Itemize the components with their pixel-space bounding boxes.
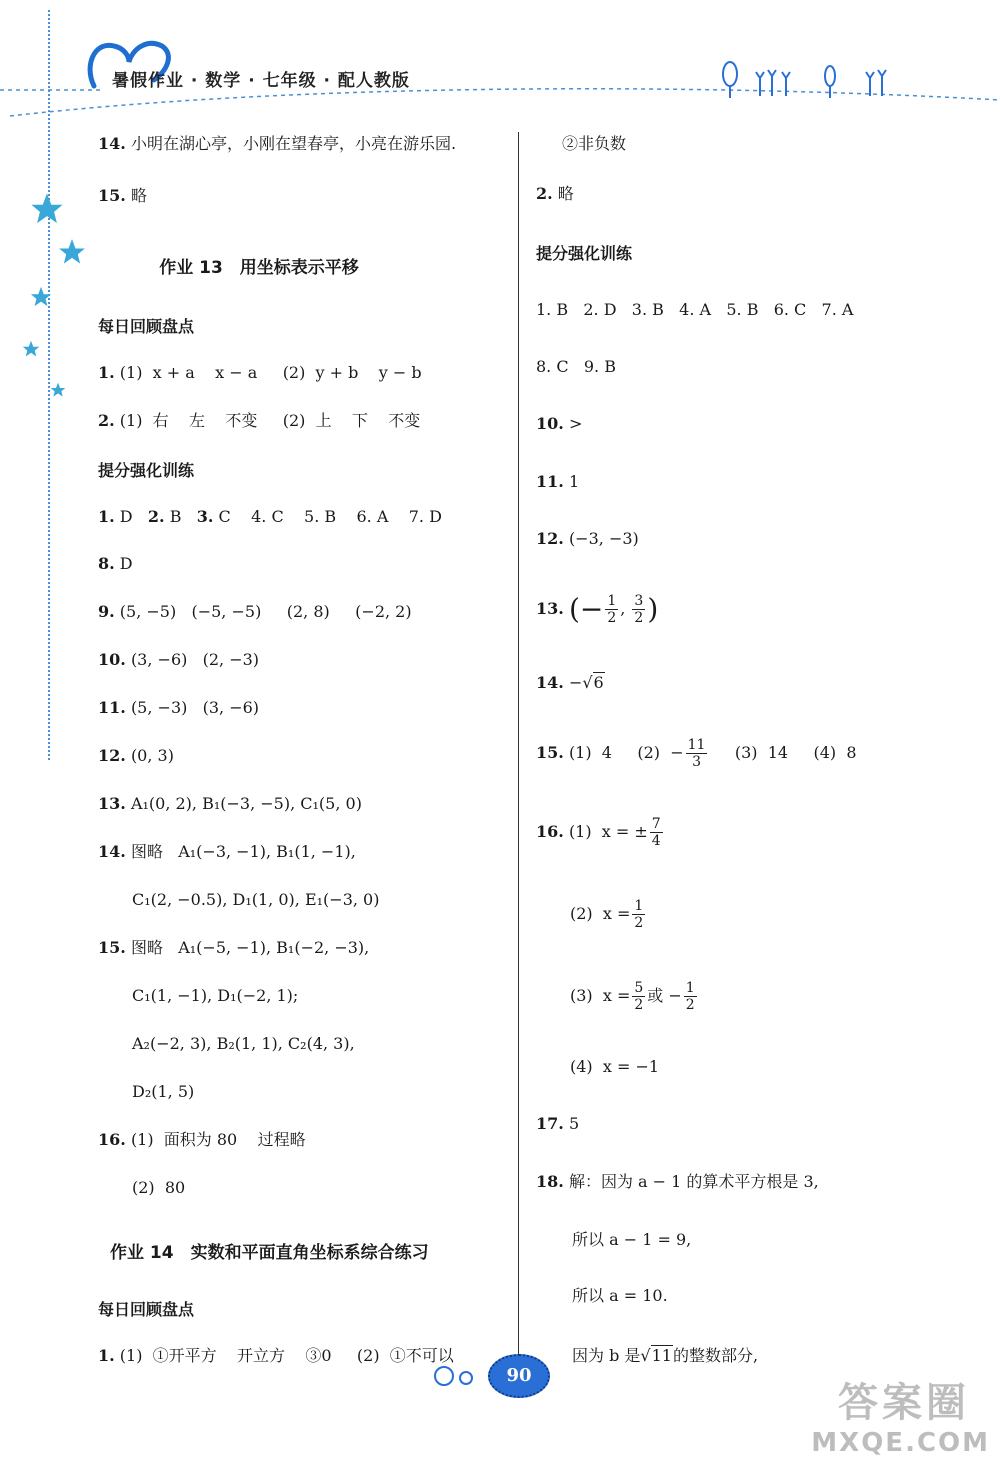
- right-14: 14. −√6: [536, 673, 604, 692]
- training-15a: 15. 图略 A₁(−5, −1), B₁(−2, −3),: [98, 938, 370, 957]
- watermark-url: MXQE.COM: [811, 1428, 990, 1458]
- training-heading-right: 提分强化训练: [536, 244, 633, 263]
- watermark-logo: 答案圈: [838, 1380, 970, 1426]
- right-18d: 因为 b 是√11的整数部分,: [572, 1346, 759, 1365]
- right-16d: (4) x = −1: [570, 1057, 660, 1076]
- right-12: 12. (−3, −3): [536, 529, 639, 548]
- star-icon: [22, 340, 40, 358]
- right-18c: 所以 a = 10.: [572, 1286, 668, 1305]
- training-12: 12. (0, 3): [98, 746, 174, 765]
- training-14b: C₁(2, −0.5), D₁(1, 0), E₁(−3, 0): [132, 890, 380, 909]
- training-11: 11. (5, −3) (3, −6): [98, 698, 260, 717]
- training-9: 9. (5, −5) (−5, −5) (2, 8) (−2, 2): [98, 602, 412, 621]
- page-dots-icon: [432, 1364, 482, 1388]
- page-number: 90: [488, 1354, 550, 1398]
- review-14-1: 1. (1) ①开平方 开立方 ③0 (2) ①不可以: [98, 1346, 454, 1365]
- hw14-title: 作业 14 实数和平面直角坐标系综合练习: [110, 1243, 429, 1263]
- right-16a: 16. (1) x = ± $\frac{7}{4}$: [536, 816, 661, 849]
- training-15d: D₂(1, 5): [132, 1082, 195, 1101]
- header-title: 暑假作业 · 数学 · 七年级 · 配人教版: [112, 71, 410, 91]
- training-1-7: 1. D 2. B 3. C 4. C 5. B 6. A 7. D: [98, 507, 442, 526]
- training-8: 8. D: [98, 554, 133, 573]
- right-16c: (3) x = $\frac{5}{2}$ 或 − $\frac{1}{2}$: [570, 980, 695, 1013]
- column-divider: [518, 132, 519, 1372]
- training-14a: 14. 图略 A₁(−3, −1), B₁(1, −1),: [98, 842, 356, 861]
- right-10: 10. >: [536, 414, 583, 433]
- training-16a: 16. (1) 面积为 80 过程略: [98, 1130, 306, 1149]
- training-15c: A₂(−2, 3), B₂(1, 1), C₂(4, 3),: [132, 1034, 355, 1053]
- hw13-title: 作业 13 用坐标表示平移: [159, 258, 359, 278]
- review-1: 1. (1) x + a x − a (2) y + b y − b: [98, 363, 422, 382]
- training-10: 10. (3, −6) (2, −3): [98, 650, 260, 669]
- right-8-9: 8. C 9. B: [536, 357, 616, 376]
- training-heading: 提分强化训练: [98, 461, 195, 480]
- right-1-7: 1. B 2. D 3. B 4. A 5. B 6. C 7. A: [536, 300, 854, 319]
- answer-14: 14. 小明在湖心亭，小刚在望春亭，小亮在游乐园.: [98, 134, 457, 153]
- daily-review-heading: 每日回顾盘点: [98, 317, 195, 336]
- right-17: 17. 5: [536, 1114, 580, 1133]
- training-13: 13. A₁(0, 2), B₁(−3, −5), C₁(5, 0): [98, 794, 362, 813]
- answer-15: 15. 略: [98, 186, 147, 205]
- review-2: 2. (1) 右 左 不变 (2) 上 下 不变: [98, 411, 421, 430]
- training-16b: (2) 80: [132, 1178, 186, 1197]
- answer-r2: 2. 略: [536, 184, 574, 203]
- star-icon: [30, 192, 64, 226]
- right-16b: (2) x = $\frac{1}{2}$: [570, 898, 644, 931]
- answer-r0: ②非负数: [562, 134, 627, 153]
- training-15b: C₁(1, −1), D₁(−2, 1);: [132, 986, 299, 1005]
- right-15: 15. (1) 4 (2) − $\frac{11}{3}$ (3) 14 (4) 8: [536, 737, 857, 770]
- right-11: 11. 1: [536, 472, 580, 491]
- trees-tulips-icon: [716, 60, 896, 100]
- daily-review-heading-2: 每日回顾盘点: [98, 1300, 195, 1319]
- star-icon: [50, 382, 66, 398]
- right-18b: 所以 a − 1 = 9,: [572, 1230, 692, 1249]
- right-18: 18. 解：因为 a − 1 的算术平方根是 3,: [536, 1172, 819, 1191]
- star-icon: [30, 286, 52, 308]
- right-13: 13. (− $\frac{1}{2}$ , $\frac{3}{2}$ ): [536, 592, 659, 626]
